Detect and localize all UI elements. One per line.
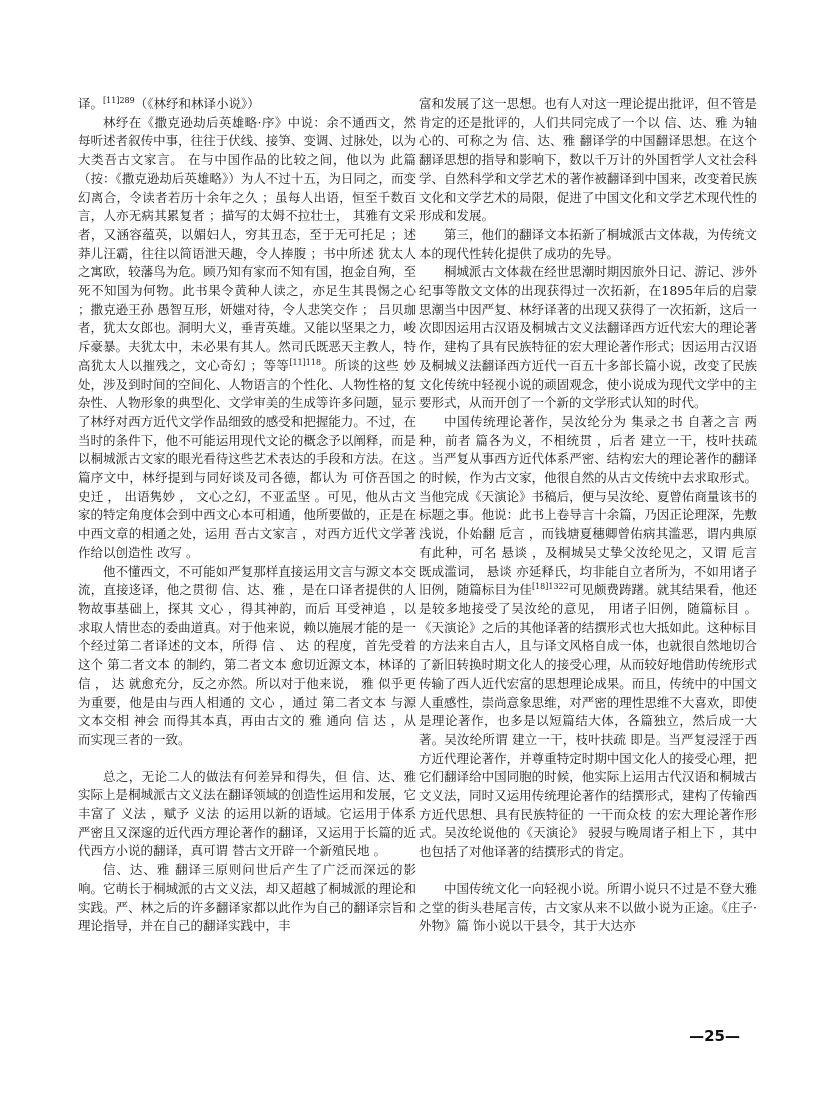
right-text-column <box>419 95 757 1025</box>
left-text-column <box>78 95 416 1000</box>
paragraph-text: 中国传统理论著作，吴汝纶分为 集录之书 自著之言 两种，前者 篇各为义，不相统贯 ，后者 建立一干，枝叶扶疏 。当严复从事西方近代体系严密、结构宏大的理论著作的翻译的时候，作为古文家，他很自然的从古文传统中去求取形式。当他完成《天演论》书稿后，便与吴汝纶、夏曾佑商量该书的标题之事。他说：此书上卷导言十余篇，乃因正论理深，先敷浅说，仆始翻 卮言 ，而钱塘夏穗卿曾佑病其滥恶，谓内典原有此种，可名 悬谈 ，及桐城吴丈挚父汝纶见之，又谓 卮言 既成滥词， 悬谈 亦延释氏，均非能自立者所为，不如用诸子旧例，随篇标目为佳 <box>419 413 757 598</box>
paragraph-6: 富和发展了这一思想。也有人对这一理论提出批评，但不管是肯定的还是批评的，人们共同完成了一个以 信、达、雅 为轴心的、可称之为 信、达、雅 翻译学的中国翻译思想。在这个翻译思想的指导和影响下，数以千万计的外国哲学人文社会科学、自然科学和文学艺术的著作被翻译到中国来，改变着民族文化和文学艺术的局限，促进了中国文化和文学艺术现代性的形成和发展。 <box>419 96 757 224</box>
paragraph-2 <box>78 114 416 563</box>
paragraph-9 <box>419 413 757 862</box>
paragraph-text: 可见颇费踌躇。就其结果看，他还是较多地接受了吴汝纶的意见， 用诸子旧例，随篇标目 。《天演论》之后的其他译著的结撰形式也大抵如此。这种标目的方法来自古人，且与译文风格自成一体，也就很自然地切合了新旧转换时期文化人的接受心理，从而较好地借助传统形式传输了西人近代宏富的思想理论成果。而且，传统中的中国文人重感性，崇尚意象思维，对严密的理性思维不大喜欢，即使是理论著作，也多是以短篇结大体，各篇独立，然后成一大著。吴汝纶所谓 建立一干，枝叶扶疏 即是。当严复浸淫于西方近代理论著作，并尊重特定时期中国文化人的接受心理，把它们翻译给中国同胞的时候，他实际上运用古代汉语和桐城古文义法，同时又运用传统理论著作的结撰形式，建构了传输西方近代思想、具有民族特征的 一干而众枝 的宏大理论著作形式。吴汝纶说他的《天演论》 骎骎与晚周诸子相上下 ，其中也包括了对他译著的结撰形式的肯定。 <box>419 582 757 860</box>
page-number: —25— <box>689 1027 740 1045</box>
paragraph-10: 中国传统文化一向轻视小说。所谓小说只不过是不登大雅之堂的街头巷尾言传，古文家从来不以做小说为正途。《庄子·外物》篇 饰小说以干县令，其于大达亦 <box>419 880 757 934</box>
paragraph-1 <box>78 95 416 114</box>
citation-ref: [11]118 <box>289 357 322 367</box>
paragraph-3: 他不懂西文，不可能如严复那样直接运用文言与源文本交流，直接迻译，他之贯彻 信、达、雅 ，是在口译者提供的人物故事基础上，探其 文心 ，得其神韵，而后 耳受神追 ，以求取人情世态的委曲道真。对于他来说，赖以施展才能的是一个经过第二者译述的文本，所得 信 、 达 的程度，首先受着这个 第二者文本 的制约，第二者文本 愈切近源文本，林译的 信 ， 达 就愈充分，反之亦然。所以对于他来说， 雅 似乎更为重要，他是由与西人相通的 文心 ，通过 第二者文本 与源文本交相 神会 而得其本真，再由古文的 雅 通向 信 达 ，从而实现三者的一致。 <box>78 563 416 747</box>
paragraph-5: 信、达、雅 翻译三原则问世后产生了广泛而深远的影响。它萌长于桐城派的古文义法，却又超越了桐城派的理论和实践。严、林之后的许多翻译家都以此作为自己的翻译宗旨和理论指导，并在自己的翻译实践中，丰 <box>78 862 416 934</box>
citation-ref: [11]289 <box>103 95 135 105</box>
paragraph-7: 第三，他们的翻译文本拓新了桐城派古文体裁，为传统文本的现代性转化提供了成功的先导。 <box>419 226 757 261</box>
paragraph-text: 译。 <box>78 96 104 111</box>
paragraph-4: 总之，无论二人的做法有何差异和得失，但 信、达、雅 实际上是桐城派古文义法在翻译领域的创造性运用和发展，它丰富了 义法 ，赋予 义法 的运用以新的语域。它运用于体系严密且又深邃的近代西方理论著作的翻译，又运用于长篇的近代西方小说的翻译，真可谓 替古文开辟一个新殖民地 。 <box>78 768 416 859</box>
paragraph-text: 林纾在《撒克逊劫后英雄略·序》中说：余不通西文，然每听述者叙传中事，往往于伏线、接笋、变调、过脉处，以为大类吾古文家言。 在与中国作品的比较之间，他以为 此篇（按：《撒克逊劫后英雄略》）为人不过十五，为日同之，而变幻离合，令读者若历十余年之久 ；虽每人出语，恒至千数百言，人亦无病其累复者 ；描写的太姆不拉壮士， 其雅有文采者，又涵容蕴英，以媚妇人，穷其丑态，至于无可托足 ；述莽儿汪霸，往往以简语泄天趣，令人捧腹 ；书中所述 犹太人之寓欧，较藩鸟为危。顾乃知有家而不知有国，抱金自殉，至死不知国为何物。此书果令黄种人读之，亦足生其畏惕之心 ；撒克逊王孙 愚智互形，妍媸对待，令人悲笑交作 ； 吕贝珈者，犹太女郎也。洞明大义，垂青英雄。又能以坚果之力，峻斥豪暴。夫犹太中，未必果有其人。然司氏既恶天主教人，特高犹太人以摧残之，文心奇幻 ；等等 <box>78 114 416 373</box>
paragraph-8: 桐城派古文体裁在经世思潮时期因旅外日记、游记、涉外纪事等散文文体的出现获得过一次拓新，在1895年后的启蒙思潮当中因严复、林纾译著的出现又获得了一次拓新，这后一次即因运用古汉语及桐城古文义法翻译西方近代宏大的理论著作，建构了具有民族特征的宏大理论著作形式；因运用古汉语及桐城义法翻译西方近代一百五十多部长篇小说，改变了民族文化传统中轻视小说的顽固观念，使小说成为现代文学中的主要形式，从而开创了一个新的文学形式认知的时代。 <box>419 264 757 411</box>
paragraph-text: 。所谈的这些 妙 处，涉及到时间的空间化、人物语言的个性化、人物性格的复杂性、人物形象的典型化、文学审美的生成等许多问题，显示了林纾对西方近代文学作品细致的感受和把握能力。不过，在当时的条件下，他不可能运用现代文论的概念予以阐释，而是以桐城派古文家的眼光看待这些艺术表达的手段和方法。在这篇序文中，林纾提到与同好谈及司各德，都认为 可侪吾国之史迁 ， 出语隽妙 ， 文心之幻，不亚孟坚 。可见，他从古文家的特定角度体会到中西文心本可相通，他所要做的，正是在中西文章的相通之处，运用 吾古文家言 ，对西方近代文学著作给以创造性 改写 。 <box>78 357 416 560</box>
paragraph-text: （《林纾和林译小说》） <box>134 96 260 111</box>
citation-ref: [18]1322 <box>531 582 569 592</box>
